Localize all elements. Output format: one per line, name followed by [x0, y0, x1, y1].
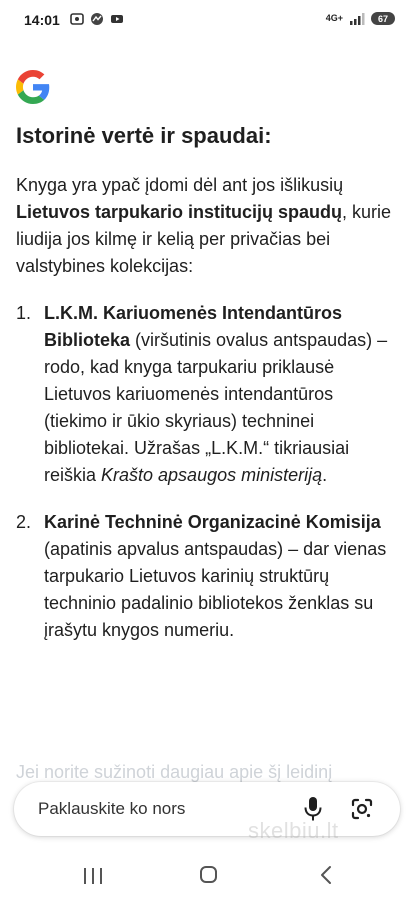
home-button[interactable] — [200, 866, 217, 883]
back-arrow-icon[interactable] — [318, 865, 334, 885]
intro-text-end: , kurie liudija jos kilmę ir kelią per privačias bei valstybines kolekcijas: — [16, 202, 392, 276]
list-item-italic: Krašto apsaugos ministeriją — [101, 465, 323, 485]
vpn-icon — [90, 12, 104, 26]
signal-icon — [349, 13, 365, 25]
list-item-number: 1. — [16, 303, 32, 323]
battery-indicator: 67 — [371, 12, 395, 25]
answer-points-list — [16, 300, 392, 644]
recents-bar-icon — [100, 868, 102, 884]
faded-continuation-text: Jei norite sužinoti daugiau apie šį leidinį — [16, 762, 333, 782]
list-item-number: 2. — [16, 512, 32, 532]
intro-text-bold: Lietuvos tarpukario institucijų spaudų — [16, 202, 343, 222]
status-icons-right — [326, 12, 395, 25]
youtube-icon — [110, 12, 124, 26]
answer-heading: Istorinė vertė ir spaudai: — [16, 123, 272, 148]
ask-input-placeholder[interactable]: Paklauskite ko nors — [38, 799, 186, 818]
network-type: 4G+ — [325, 13, 343, 23]
google-g-logo — [16, 70, 50, 104]
list-item-end: . — [322, 465, 328, 485]
ask-input-bar[interactable] — [14, 782, 400, 836]
status-bar — [0, 0, 415, 42]
list-item-title: L.K.M. Kariuomenės Intendantūros Biblioteka — [44, 303, 343, 350]
site-watermark: skelbiu.lt — [248, 818, 339, 843]
list-item — [16, 300, 392, 489]
screen-record-icon — [70, 12, 84, 26]
recent-apps-button[interactable] — [84, 868, 102, 884]
intro-text-start: Knyga yra ypač įdomi dėl ant jos išlikusių — [16, 175, 344, 195]
list-item — [16, 509, 392, 644]
list-item-title: Karinė Techninė Organizacinė Komisija — [44, 512, 381, 532]
status-time: 14:01 — [24, 12, 60, 28]
list-item-body: (viršutinis ovalus antspaudas) – rodo, kad knyga tarpukariu priklausė Lietuvos kariuomenės intendantūros (tiekimo ir ūkio skyriaus) techninei bibliotekai. Užrašas „L.K.M.“ tikriausiai reiškia — [44, 330, 388, 485]
list-item-body: (apatinis apvalus antspaudas) – dar vienas tarpukario Lietuvos karinių struktūrų techninio padalinio bibliotekos ženklas su įrašytu knygos numeriu. — [44, 539, 387, 640]
recents-bar-icon — [92, 868, 94, 884]
answer-content — [16, 122, 392, 664]
recents-bar-icon — [84, 868, 86, 884]
answer-intro — [16, 172, 392, 280]
google-lens-icon[interactable] — [350, 797, 374, 821]
system-navigation-bar — [0, 848, 415, 900]
status-icons-left — [70, 12, 124, 26]
